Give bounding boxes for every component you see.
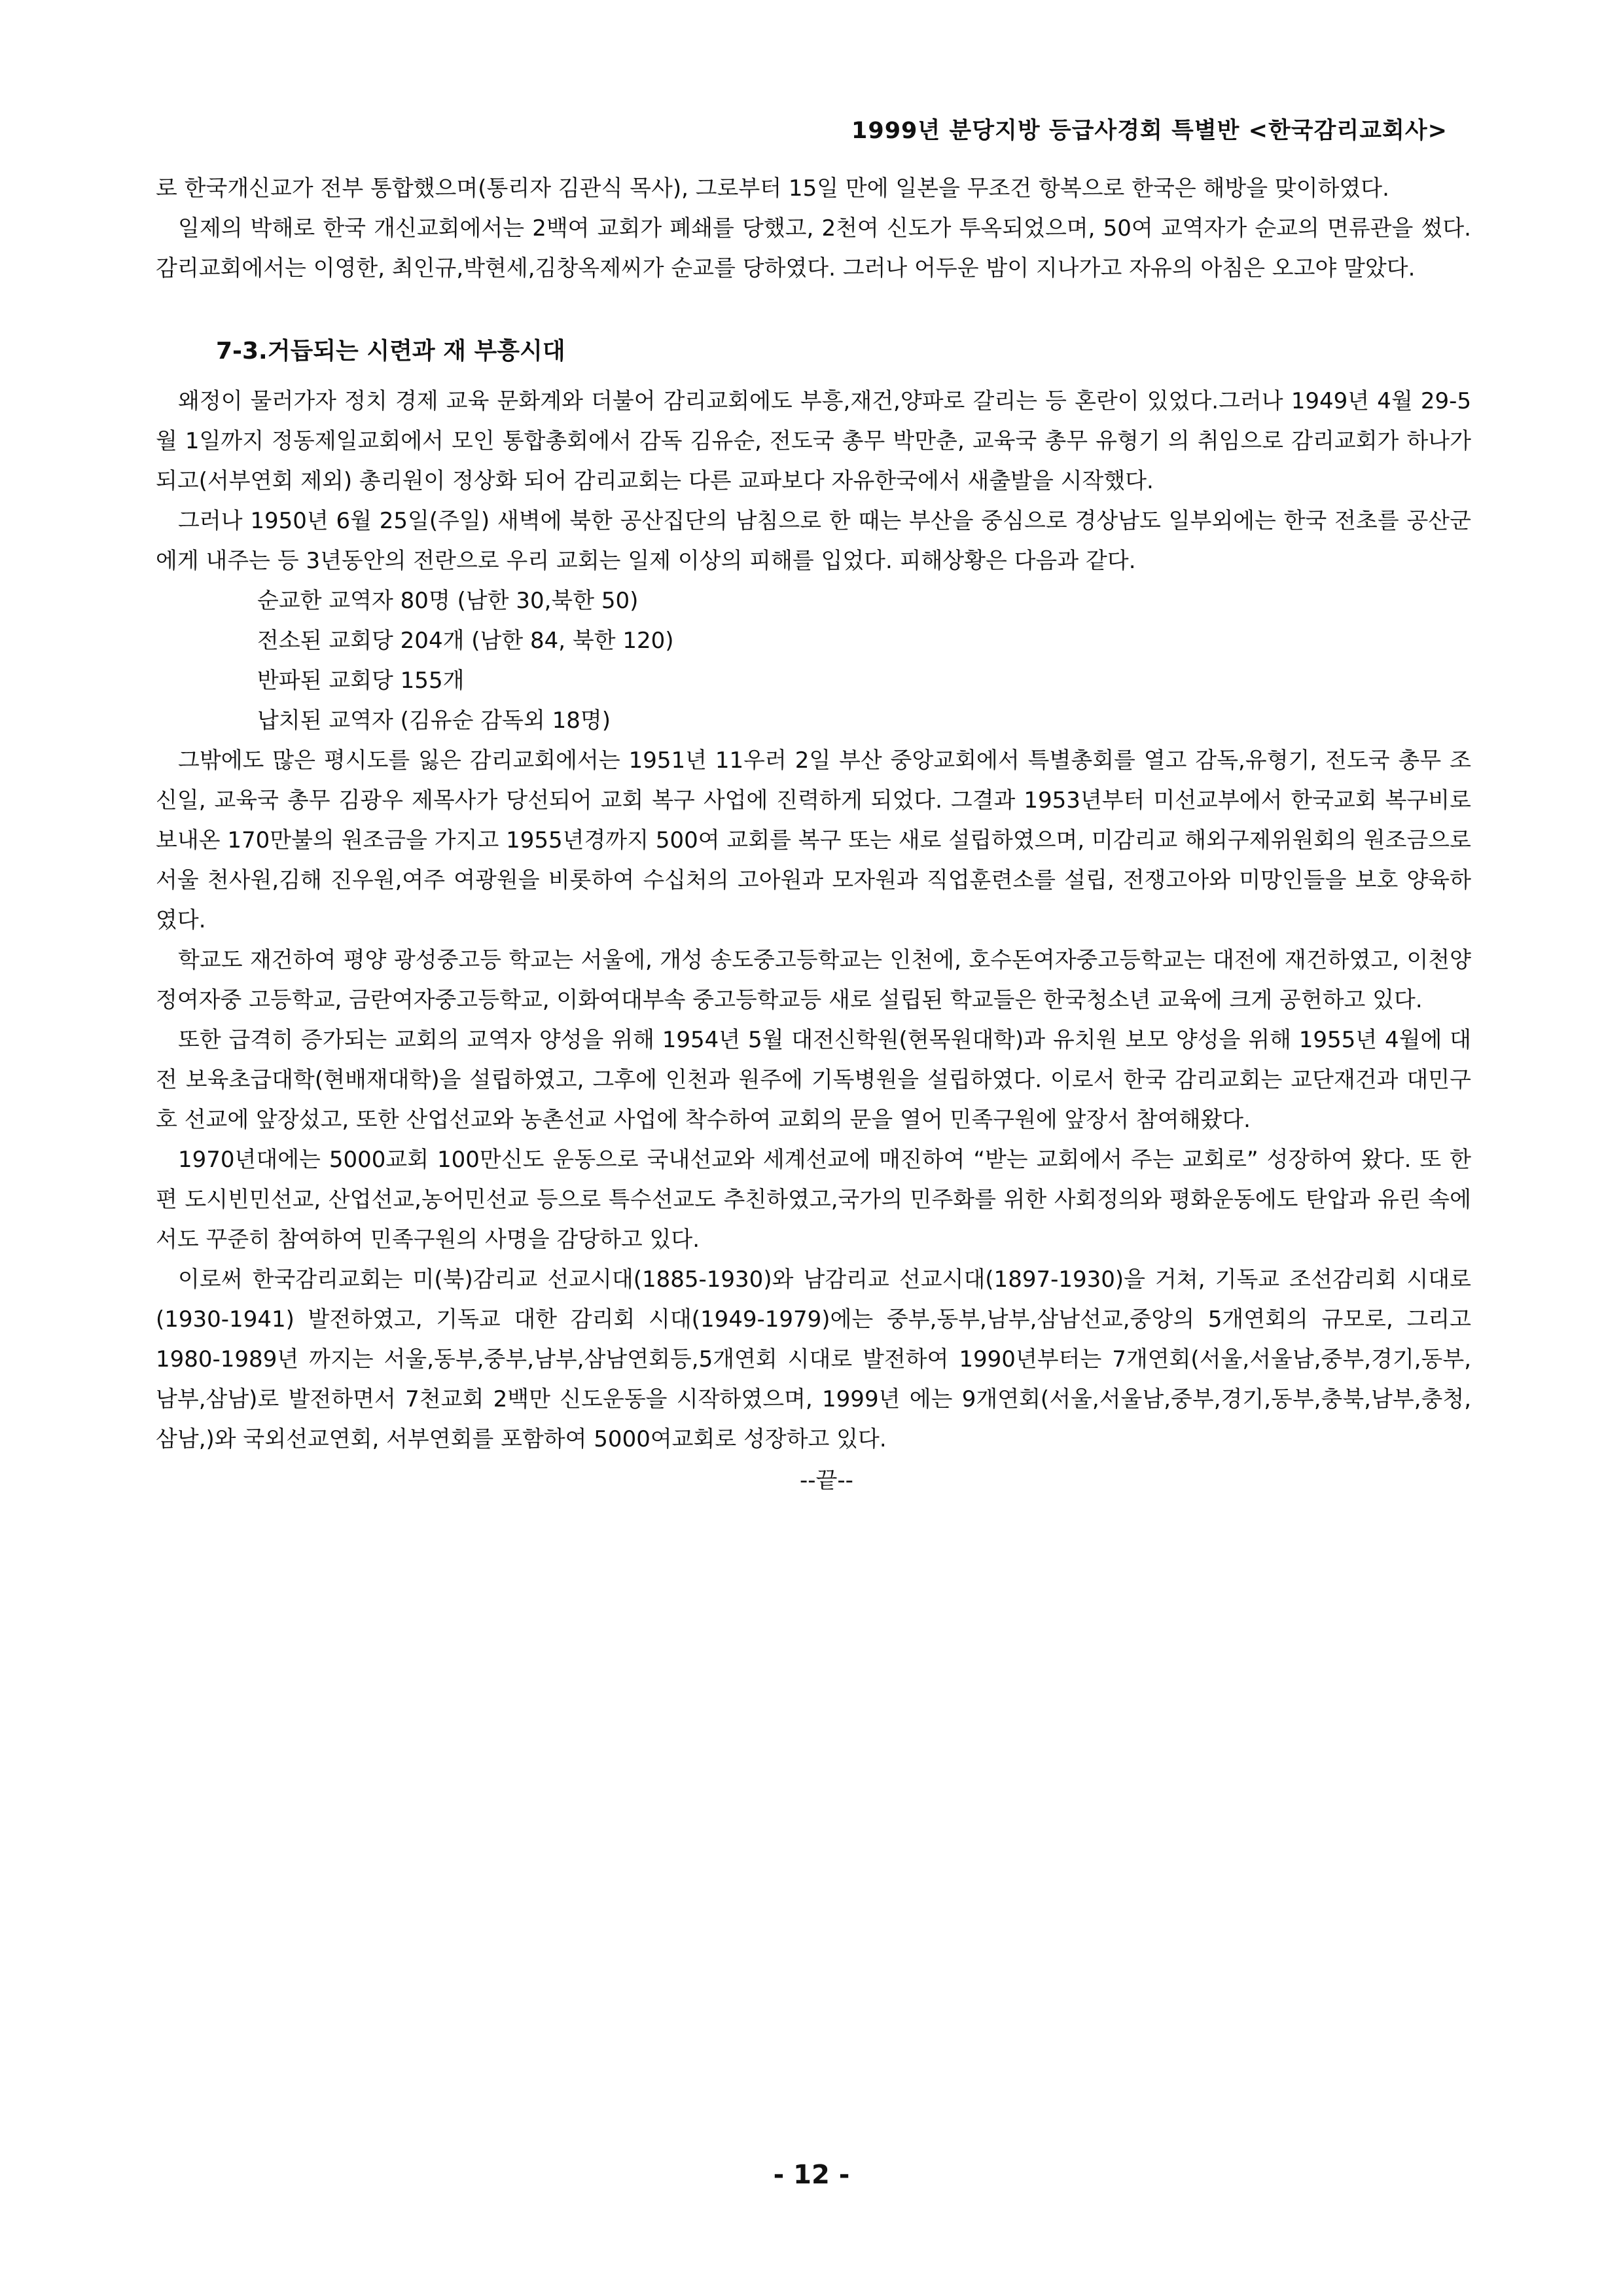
body-text: [156, 169, 1471, 1501]
paragraph: 또한 급격히 증가되는 교회의 교역자 양성을 위해 1954년 5월 대전신학원(현목원대학)과 유치원 보모 양성을 위해 1955년 4월에 대전 보육초급대학(현배재대학)을 설립하였고, 그후에 인천과 원주에 기독병원을 설립하였다. 이로서 한국 감리교회는 교단재건과 대민구호 선교에 앞장섰고, 또한 산업선교와 농촌선교 사업에 착수하여 교회의 문을 열어 민족구원에 앞장서 참여해왔다.: [156, 1027, 1471, 1133]
paragraph: 로 한국개신교가 전부 통합했으며(통리자 김관식 목사), 그로부터 15일 만에 일본을 무조건 항복으로 한국은 해방을 맞이하였다.: [156, 175, 1389, 202]
list-item: 납치된 교역자 (김유순 감독외 18명): [257, 708, 611, 734]
paragraph: 이로써 한국감리교회는 미(북)감리교 선교시대(1885-1930)와 남감리교 선교시대(1897-1930)을 거쳐, 기독교 조선감리회 시대로 (1930-1941) 발전하였고, 기독교 대한 감리회 시대(1949-1979)에는 중부,동부,남부,삼남선교,중앙의 5개연회의 규모로, 그리고 1980-1989년 까지는 서울,동부,중부,남부,삼남연회등,5개연회 시대로 발전하여 1990년부터는 7개연회(서울,서울남,중부,경기,동부,남부,삼남)로 발전하면서 7천교회 2백만 신도운동을 시작하였으며, 1999년 에는 9개연회(서울,서울남,중부,경기,동부,충북,남부,충청,삼남,)와 국외선교연회, 서부연회를 포함하여 5000여교회로 성장하고 있다.: [156, 1266, 1471, 1452]
paragraph: 그러나 1950년 6월 25일(주일) 새벽에 북한 공산집단의 남침으로 한 때는 부산을 중심으로 경상남도 일부외에는 한국 전초를 공산군에게 내주는 등 3년동안의 전란으로 우리 교회는 일제 이상의 피해를 입었다. 피해상황은 다음과 같다.: [156, 508, 1471, 574]
list-item: 반파된 교회당 155개: [257, 668, 465, 694]
section-heading: 7-3.거듭되는 시련과 재 부흥시대: [216, 338, 565, 365]
page-number: - 12 -: [773, 2160, 850, 2190]
running-header: 1999년 분당지방 등급사경회 특별반 <한국감리교회사>: [851, 118, 1448, 144]
paragraph: 학교도 재건하여 평양 광성중고등 학교는 서울에, 개성 송도중고등학교는 인천에, 호수돈여자중고등학교는 대전에 재건하였고, 이천양정여자중 고등학교, 금란여자중고등학교, 이화여대부속 중고등학교등 새로 설립된 학교들은 한국청소년 교육에 크게 공헌하고 있다.: [156, 947, 1471, 1013]
list-item: 전소된 교회당 204개 (남한 84, 북한 120): [257, 628, 674, 654]
end-mark: --끝--: [800, 1467, 853, 1494]
paragraph: 왜정이 물러가자 정치 경제 교육 문화계와 더불어 감리교회에도 부흥,재건,양파로 갈리는 등 혼란이 있었다.그러나 1949년 4월 29-5월 1일까지 정동제일교회에서 모인 통합총회에서 감독 김유순, 전도국 총무 박만춘, 교육국 총무 유형기 의 취임으로 감리교회가 하나가 되고(서부연회 제외) 총리원이 정상화 되어 감리교회는 다른 교파보다 자유한국에서 새출발을 시작했다.: [156, 388, 1471, 494]
paragraph: 그밖에도 많은 평시도를 잃은 감리교회에서는 1951년 11우러 2일 부산 중앙교회에서 특별총회를 열고 감독,유형기, 전도국 총무 조신일, 교육국 총무 김광우 제목사가 당선되어 교회 복구 사업에 진력하게 되었다. 그결과 1953년부터 미선교부에서 한국교회 복구비로 보내온 170만불의 원조금을 가지고 1955년경까지 500여 교회를 복구 또는 새로 설립하였으며, 미감리교 해외구제위원회의 원조금으로 서울 천사원,김해 진우원,여주 여광원을 비롯하여 수십처의 고아원과 모자원과 직업훈련소를 설립, 전쟁고아와 미망인들을 보호 양육하였다.: [156, 747, 1471, 933]
damage-list: [156, 581, 1471, 741]
paragraph: 1970년대에는 5000교회 100만신도 운동으로 국내선교와 세계선교에 매진하여 “받는 교회에서 주는 교회로” 성장하여 왔다. 또 한편 도시빈민선교, 산업선교,농어민선교 등으로 특수선교도 추친하였고,국가의 민주화를 위한 사회정의와 평화운동에도 탄압과 유린 속에서도 꾸준히 참여하여 민족구원의 사명을 감당하고 있다.: [156, 1147, 1471, 1253]
list-item: 순교한 교역자 80명 (남한 30,북한 50): [257, 588, 639, 614]
paragraph: 일제의 박해로 한국 개신교회에서는 2백여 교회가 폐쇄를 당했고, 2천여 신도가 투옥되었으며, 50여 교역자가 순교의 면류관을 썼다. 감리교회에서는 이영한, 최인규,박현세,김창옥제씨가 순교를 당하였다. 그러나 어두운 밤이 지나가고 자유의 아침은 오고야 말았다.: [156, 215, 1471, 281]
